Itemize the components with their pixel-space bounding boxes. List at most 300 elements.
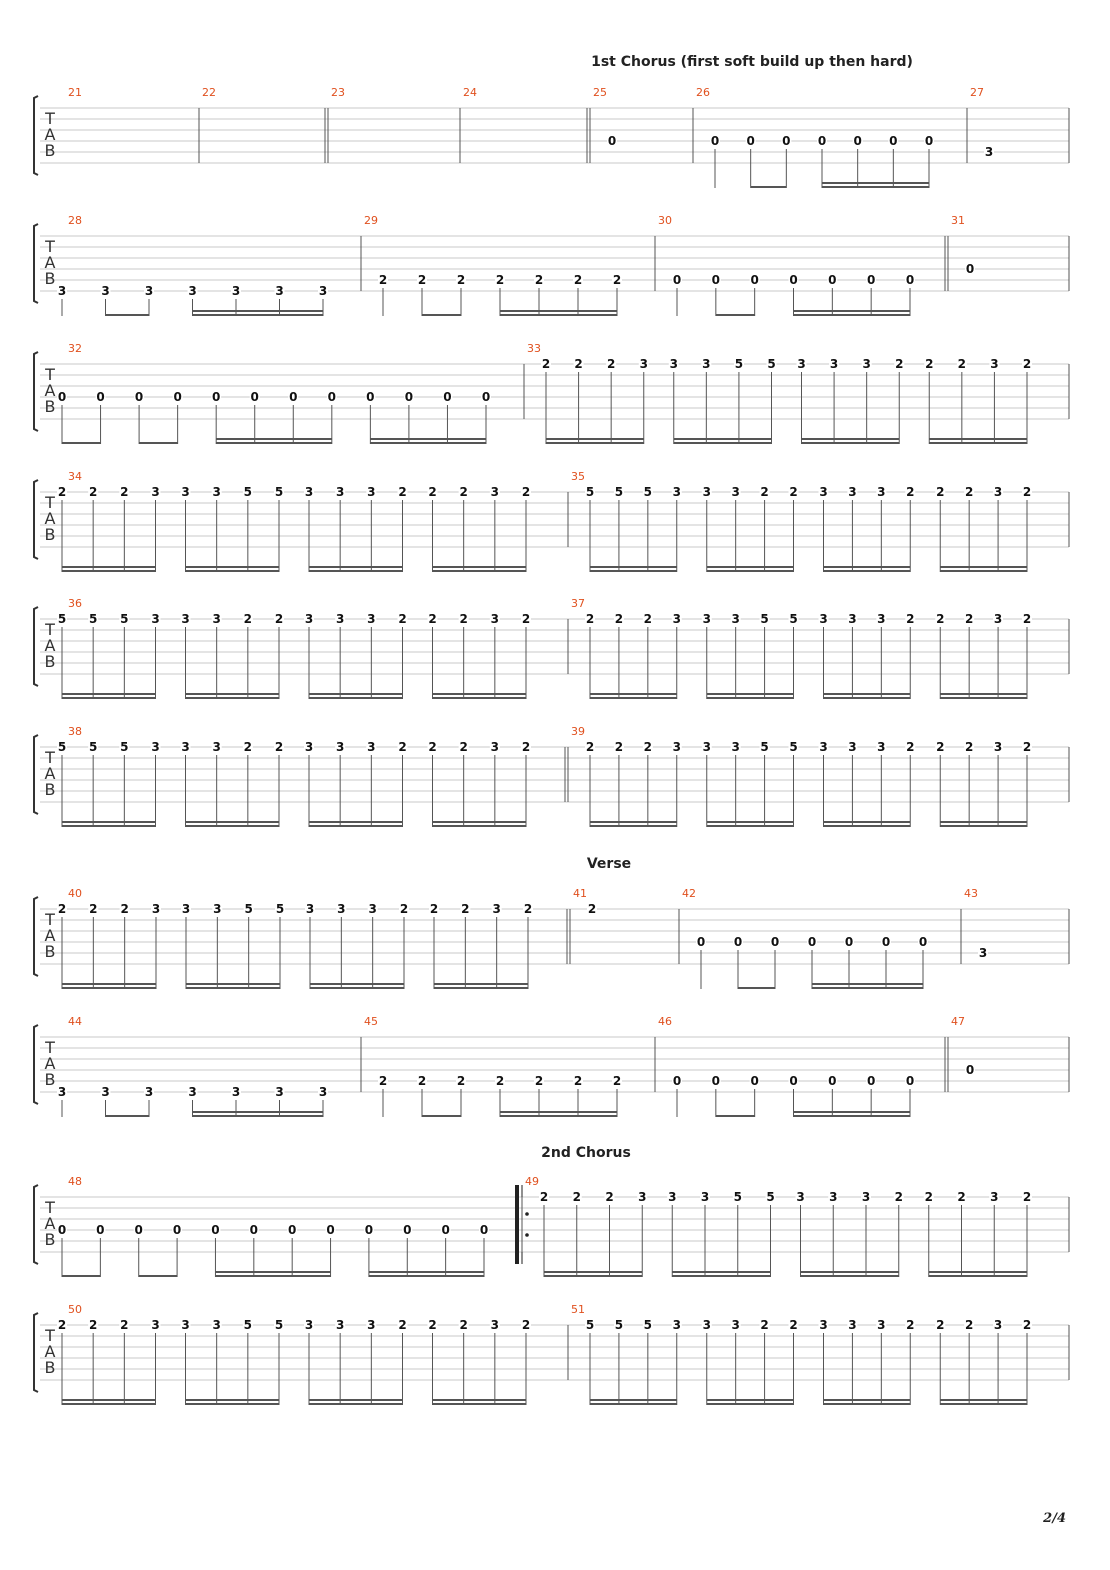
fret-number: 5 bbox=[760, 612, 769, 626]
note-beam bbox=[812, 983, 923, 985]
note-beam bbox=[738, 987, 775, 989]
note-beam bbox=[544, 1271, 642, 1273]
note-beam bbox=[215, 1271, 330, 1273]
note-beam bbox=[590, 697, 677, 699]
measure-number: 28 bbox=[68, 214, 82, 227]
measure-number: 21 bbox=[68, 86, 82, 99]
measure-number: 23 bbox=[331, 86, 345, 99]
fret-number: 2 bbox=[760, 1318, 769, 1332]
fret-number: 0 bbox=[889, 134, 898, 148]
fret-number: 3 bbox=[731, 612, 740, 626]
fret-number: 3 bbox=[151, 740, 160, 754]
fret-number: 2 bbox=[429, 902, 439, 916]
fret-number: 3 bbox=[181, 1318, 190, 1332]
measure-number: 22 bbox=[202, 86, 216, 99]
note-beam bbox=[707, 693, 794, 695]
fret-number: 3 bbox=[231, 1085, 241, 1099]
fret-number: 3 bbox=[490, 612, 500, 626]
fret-number: 3 bbox=[819, 485, 828, 499]
measure-number: 25 bbox=[593, 86, 607, 99]
note-beam bbox=[672, 1275, 770, 1277]
fret-number: 2 bbox=[534, 273, 544, 287]
note-beam bbox=[590, 693, 677, 695]
fret-number: 2 bbox=[539, 1190, 549, 1204]
fret-number: 3 bbox=[993, 740, 1003, 754]
tab-clef-letter: B bbox=[44, 780, 56, 799]
fret-number: 3 bbox=[335, 485, 345, 499]
note-beam bbox=[822, 182, 929, 184]
tab-clef-letter: T bbox=[45, 1038, 55, 1057]
note-beam bbox=[674, 442, 772, 444]
fret-number: 3 bbox=[188, 1085, 197, 1099]
fret-number: 3 bbox=[212, 1318, 221, 1332]
note-beam bbox=[824, 1399, 911, 1401]
fret-number: 2 bbox=[924, 1190, 933, 1204]
fret-number: 3 bbox=[993, 612, 1003, 626]
note-beam bbox=[824, 825, 911, 827]
fret-number: 2 bbox=[274, 612, 284, 626]
note-beam bbox=[310, 983, 404, 985]
measure-number: 38 bbox=[68, 725, 82, 738]
note-beam bbox=[62, 570, 156, 572]
fret-number: 2 bbox=[936, 740, 945, 754]
fret-number: 2 bbox=[495, 1074, 505, 1088]
tab-system bbox=[34, 1303, 1069, 1405]
note-beam bbox=[590, 1403, 677, 1405]
note-beam bbox=[433, 825, 527, 827]
tab-clef-letter: B bbox=[44, 1358, 56, 1377]
fret-number: 5 bbox=[614, 485, 624, 499]
note-beam bbox=[309, 1403, 403, 1405]
note-beam bbox=[794, 310, 911, 312]
note-beam bbox=[940, 566, 1027, 568]
fret-number: 5 bbox=[57, 612, 67, 626]
fret-number: 5 bbox=[120, 740, 129, 754]
fret-number: 2 bbox=[398, 612, 407, 626]
fret-number: 3 bbox=[367, 740, 376, 754]
fret-number: 5 bbox=[88, 740, 98, 754]
note-beam bbox=[216, 438, 332, 440]
tab-system bbox=[34, 342, 1069, 444]
fret-number: 0 bbox=[789, 1074, 798, 1088]
system-bracket bbox=[34, 1313, 38, 1392]
fret-number: 2 bbox=[585, 740, 595, 754]
fret-number: 5 bbox=[274, 1318, 284, 1332]
note-beam bbox=[751, 186, 787, 188]
fret-number: 2 bbox=[521, 740, 531, 754]
note-beam bbox=[590, 1399, 677, 1401]
fret-number: 2 bbox=[495, 273, 505, 287]
fret-number: 0 bbox=[710, 134, 720, 148]
note-beam bbox=[672, 1271, 770, 1273]
fret-number: 2 bbox=[895, 357, 904, 371]
tab-clef-letter: B bbox=[44, 525, 56, 544]
fret-number: 5 bbox=[789, 740, 798, 754]
tab-clef-letter: A bbox=[44, 381, 56, 400]
fret-number: 2 bbox=[120, 902, 129, 916]
note-beam bbox=[193, 314, 324, 316]
tab-clef-letter: T bbox=[45, 109, 55, 128]
fret-number: 3 bbox=[367, 485, 376, 499]
fret-number: 0 bbox=[607, 134, 617, 148]
note-beam bbox=[310, 987, 404, 989]
note-beam bbox=[929, 438, 1027, 440]
fret-number: 0 bbox=[789, 273, 798, 287]
fret-number: 2 bbox=[906, 1318, 915, 1332]
fret-number: 0 bbox=[250, 390, 259, 404]
fret-number: 2 bbox=[789, 485, 798, 499]
note-beam bbox=[62, 987, 156, 989]
fret-number: 0 bbox=[134, 390, 144, 404]
fret-number: 3 bbox=[819, 612, 828, 626]
tab-clef-letter: B bbox=[44, 652, 56, 671]
note-beam bbox=[309, 570, 403, 572]
fret-number: 3 bbox=[990, 1190, 999, 1204]
note-beam bbox=[707, 821, 794, 823]
measure-number: 43 bbox=[964, 887, 978, 900]
fret-number: 0 bbox=[866, 1074, 876, 1088]
fret-number: 2 bbox=[459, 485, 468, 499]
note-beam bbox=[370, 438, 486, 440]
fret-number: 0 bbox=[441, 1223, 450, 1237]
fret-number: 2 bbox=[957, 1190, 966, 1204]
fret-number: 5 bbox=[57, 740, 67, 754]
fret-number: 2 bbox=[428, 740, 437, 754]
fret-number: 3 bbox=[181, 612, 190, 626]
note-beam bbox=[801, 1275, 899, 1277]
fret-number: 0 bbox=[750, 1074, 759, 1088]
note-beam bbox=[62, 693, 156, 695]
fret-number: 3 bbox=[337, 902, 346, 916]
fret-number: 2 bbox=[57, 902, 67, 916]
fret-number: 5 bbox=[643, 1318, 653, 1332]
fret-number: 3 bbox=[213, 902, 222, 916]
fret-number: 2 bbox=[585, 612, 595, 626]
fret-number: 3 bbox=[275, 284, 284, 298]
tab-clef-letter: A bbox=[44, 1342, 56, 1361]
fret-number: 2 bbox=[456, 273, 466, 287]
fret-number: 3 bbox=[862, 357, 871, 371]
fret-number: 0 bbox=[817, 134, 827, 148]
tab-system bbox=[34, 887, 1069, 989]
fret-number: 3 bbox=[57, 284, 67, 298]
note-beam bbox=[940, 825, 1027, 827]
fret-number: 3 bbox=[151, 902, 161, 916]
measure-number: 31 bbox=[951, 214, 965, 227]
fret-number: 2 bbox=[88, 485, 98, 499]
fret-number: 3 bbox=[848, 1318, 857, 1332]
page-number: 2/4 bbox=[1043, 1511, 1066, 1526]
fret-number: 2 bbox=[1022, 1318, 1032, 1332]
note-beam bbox=[590, 566, 677, 568]
fret-number: 2 bbox=[964, 612, 974, 626]
note-beam bbox=[707, 697, 794, 699]
fret-number: 3 bbox=[702, 1318, 711, 1332]
fret-number: 3 bbox=[212, 612, 221, 626]
note-beam bbox=[62, 821, 156, 823]
fret-number: 2 bbox=[614, 740, 624, 754]
fret-number: 3 bbox=[188, 284, 197, 298]
note-beam bbox=[193, 1115, 324, 1117]
fret-number: 3 bbox=[639, 357, 648, 371]
tab-system bbox=[34, 1175, 1069, 1277]
note-beam bbox=[309, 566, 403, 568]
note-beam bbox=[940, 1403, 1027, 1405]
fret-number: 3 bbox=[368, 902, 377, 916]
fret-number: 2 bbox=[936, 1318, 945, 1332]
fret-number: 3 bbox=[819, 740, 828, 754]
fret-number: 3 bbox=[231, 284, 241, 298]
tab-system bbox=[34, 470, 1069, 572]
fret-number: 5 bbox=[243, 1318, 253, 1332]
note-beam bbox=[590, 570, 677, 572]
note-beam bbox=[794, 1111, 911, 1113]
fret-number: 0 bbox=[134, 1223, 143, 1237]
note-beam bbox=[544, 1275, 642, 1277]
tab-clef-letter: T bbox=[45, 365, 55, 384]
fret-number: 3 bbox=[797, 357, 806, 371]
note-beam bbox=[186, 693, 280, 695]
fret-number: 5 bbox=[766, 1190, 775, 1204]
fret-number: 3 bbox=[181, 902, 191, 916]
note-beam bbox=[369, 1275, 484, 1277]
measure-number: 49 bbox=[525, 1175, 539, 1188]
fret-number: 2 bbox=[643, 612, 653, 626]
note-beam bbox=[62, 1275, 100, 1277]
fret-number: 3 bbox=[212, 740, 221, 754]
fret-number: 2 bbox=[1022, 612, 1032, 626]
fret-number: 0 bbox=[746, 134, 755, 148]
note-beam bbox=[186, 983, 280, 985]
tab-clef-letter: A bbox=[44, 125, 56, 144]
note-beam bbox=[309, 821, 403, 823]
fret-number: 0 bbox=[327, 390, 336, 404]
fret-number: 0 bbox=[96, 390, 105, 404]
fret-number: 3 bbox=[877, 740, 886, 754]
tab-clef-letter: T bbox=[45, 620, 55, 639]
fret-number: 3 bbox=[318, 1085, 328, 1099]
fret-number: 2 bbox=[789, 1318, 798, 1332]
fret-number: 2 bbox=[1022, 740, 1032, 754]
measure-number: 51 bbox=[571, 1303, 585, 1316]
fret-number: 0 bbox=[696, 935, 706, 949]
note-beam bbox=[707, 1403, 794, 1405]
system-bracket bbox=[34, 224, 38, 303]
fret-number: 2 bbox=[88, 1318, 98, 1332]
fret-number: 3 bbox=[335, 740, 345, 754]
note-beam bbox=[309, 693, 403, 695]
tab-clef-letter: T bbox=[45, 910, 55, 929]
fret-number: 3 bbox=[367, 1318, 376, 1332]
note-beam bbox=[707, 566, 794, 568]
fret-number: 2 bbox=[428, 485, 437, 499]
note-beam bbox=[940, 693, 1027, 695]
fret-number: 2 bbox=[964, 1318, 974, 1332]
fret-number: 2 bbox=[378, 1074, 388, 1088]
fret-number: 3 bbox=[304, 612, 314, 626]
fret-number: 0 bbox=[479, 1223, 489, 1237]
fret-number: 3 bbox=[984, 145, 994, 159]
fret-number: 2 bbox=[417, 1074, 427, 1088]
note-beam bbox=[422, 314, 461, 316]
fret-number: 0 bbox=[249, 1223, 258, 1237]
measure-number: 47 bbox=[951, 1015, 965, 1028]
tab-system bbox=[34, 214, 1069, 316]
section-label: 1st Chorus (first soft build up then hard) bbox=[591, 54, 913, 70]
fret-number: 2 bbox=[459, 612, 468, 626]
fret-number: 2 bbox=[573, 273, 583, 287]
fret-number: 5 bbox=[760, 740, 769, 754]
measure-number: 41 bbox=[573, 887, 587, 900]
measure-number: 30 bbox=[658, 214, 672, 227]
fret-number: 2 bbox=[605, 1190, 614, 1204]
fret-number: 3 bbox=[993, 1318, 1003, 1332]
fret-number: 2 bbox=[398, 740, 407, 754]
note-beam bbox=[422, 1115, 461, 1117]
note-beam bbox=[794, 1115, 911, 1117]
note-beam bbox=[801, 1271, 899, 1273]
fret-number: 2 bbox=[612, 1074, 622, 1088]
fret-number: 5 bbox=[614, 1318, 624, 1332]
section-label: 2nd Chorus bbox=[541, 1145, 631, 1161]
fret-number: 0 bbox=[364, 1223, 374, 1237]
fret-number: 5 bbox=[275, 902, 285, 916]
measure-number: 35 bbox=[571, 470, 585, 483]
fret-number: 2 bbox=[89, 902, 98, 916]
note-beam bbox=[193, 1111, 324, 1113]
note-beam bbox=[62, 442, 101, 444]
fret-number: 2 bbox=[906, 740, 915, 754]
fret-number: 2 bbox=[964, 485, 974, 499]
note-beam bbox=[434, 987, 528, 989]
fret-number: 3 bbox=[492, 902, 501, 916]
fret-number: 0 bbox=[289, 390, 298, 404]
fret-number: 0 bbox=[965, 1063, 975, 1077]
fret-number: 2 bbox=[120, 485, 129, 499]
fret-number: 2 bbox=[906, 485, 915, 499]
note-beam bbox=[62, 1403, 156, 1405]
measure-number: 24 bbox=[463, 86, 477, 99]
tab-clef-letter: B bbox=[44, 1230, 56, 1249]
fret-number: 2 bbox=[57, 485, 67, 499]
note-beam bbox=[433, 566, 527, 568]
fret-number: 3 bbox=[304, 1318, 314, 1332]
note-beam bbox=[822, 186, 929, 188]
system-bracket bbox=[34, 1185, 38, 1264]
measure-number: 44 bbox=[68, 1015, 82, 1028]
fret-number: 2 bbox=[417, 273, 427, 287]
fret-number: 5 bbox=[243, 485, 253, 499]
tab-system bbox=[34, 1015, 1069, 1117]
tab-system bbox=[34, 597, 1069, 699]
fret-number: 0 bbox=[172, 1223, 182, 1237]
tab-clef-letter: B bbox=[44, 942, 56, 961]
fret-number: 0 bbox=[881, 935, 891, 949]
note-beam bbox=[433, 697, 527, 699]
fret-number: 3 bbox=[101, 1085, 110, 1099]
fret-number: 0 bbox=[403, 1223, 412, 1237]
note-beam bbox=[546, 438, 644, 440]
note-beam bbox=[500, 310, 617, 312]
fret-number: 3 bbox=[848, 612, 857, 626]
fret-number: 3 bbox=[181, 740, 190, 754]
note-beam bbox=[500, 1111, 617, 1113]
note-beam bbox=[370, 442, 486, 444]
note-beam bbox=[106, 314, 150, 316]
fret-number: 0 bbox=[905, 1074, 915, 1088]
fret-number: 5 bbox=[585, 485, 595, 499]
fret-number: 2 bbox=[587, 902, 597, 916]
fret-number: 2 bbox=[614, 612, 624, 626]
measure-number: 42 bbox=[682, 887, 696, 900]
fret-number: 2 bbox=[957, 357, 967, 371]
fret-number: 3 bbox=[144, 1085, 154, 1099]
fret-number: 5 bbox=[733, 1190, 742, 1204]
tab-clef-letter: B bbox=[44, 397, 56, 416]
fret-number: 3 bbox=[672, 485, 681, 499]
fret-number: 0 bbox=[404, 390, 414, 404]
tab-clef-letter: B bbox=[44, 141, 56, 160]
fret-number: 0 bbox=[366, 390, 375, 404]
fret-number: 5 bbox=[643, 485, 653, 499]
fret-number: 0 bbox=[853, 134, 862, 148]
note-beam bbox=[186, 821, 280, 823]
note-beam bbox=[674, 438, 772, 440]
fret-number: 0 bbox=[443, 390, 452, 404]
note-beam bbox=[940, 697, 1027, 699]
fret-number: 3 bbox=[57, 1085, 67, 1099]
tab-clef-letter: A bbox=[44, 509, 56, 528]
note-beam bbox=[940, 570, 1027, 572]
note-beam bbox=[812, 987, 923, 989]
note-beam bbox=[309, 1399, 403, 1401]
fret-number: 2 bbox=[643, 740, 653, 754]
fret-number: 2 bbox=[456, 1074, 466, 1088]
fret-number: 3 bbox=[978, 946, 988, 960]
fret-number: 3 bbox=[304, 740, 314, 754]
fret-number: 2 bbox=[398, 1318, 407, 1332]
note-beam bbox=[62, 697, 156, 699]
measure-number: 34 bbox=[68, 470, 82, 483]
fret-number: 3 bbox=[700, 1190, 710, 1204]
fret-number: 5 bbox=[789, 612, 798, 626]
fret-number: 2 bbox=[936, 612, 945, 626]
fret-number: 3 bbox=[877, 1318, 886, 1332]
fret-number: 3 bbox=[151, 1318, 160, 1332]
fret-number: 3 bbox=[181, 485, 190, 499]
note-beam bbox=[707, 570, 794, 572]
note-beam bbox=[139, 442, 178, 444]
measure-number: 45 bbox=[364, 1015, 378, 1028]
note-beam bbox=[824, 570, 911, 572]
note-beam bbox=[940, 821, 1027, 823]
note-beam bbox=[500, 314, 617, 316]
fret-number: 3 bbox=[702, 357, 711, 371]
note-beam bbox=[186, 566, 280, 568]
fret-number: 0 bbox=[750, 273, 759, 287]
fret-number: 0 bbox=[866, 273, 876, 287]
note-beam bbox=[824, 1403, 911, 1405]
fret-number: 3 bbox=[335, 1318, 345, 1332]
note-beam bbox=[309, 697, 403, 699]
note-beam bbox=[216, 442, 332, 444]
tab-clef-letter: A bbox=[44, 1214, 56, 1233]
fret-number: 2 bbox=[760, 485, 769, 499]
fret-number: 3 bbox=[829, 357, 839, 371]
fret-number: 2 bbox=[573, 1074, 583, 1088]
measure-number: 36 bbox=[68, 597, 82, 610]
system-bracket bbox=[34, 1025, 38, 1104]
